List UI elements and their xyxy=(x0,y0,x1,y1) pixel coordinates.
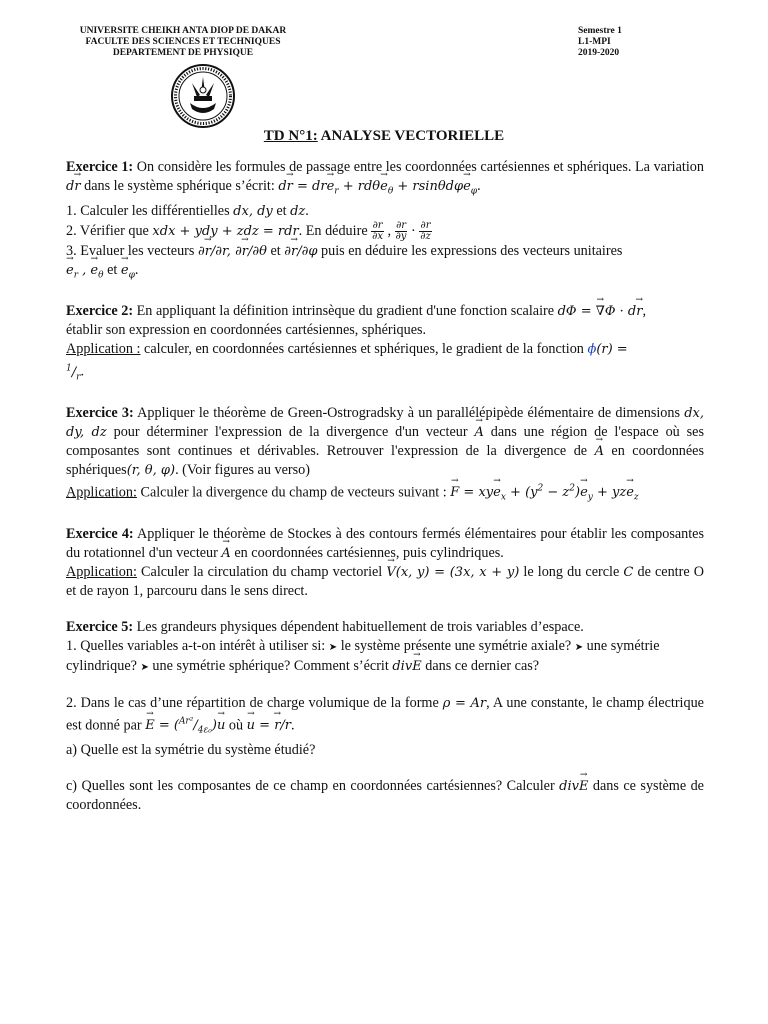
semester: Semestre 1 xyxy=(578,26,622,36)
exercise-3: Exercice 3: Appliquer le théorème de Green-Ostrogradsky à un parallélépipède élémentaire de dimensions dx, dy, dz pour déterminer l'expression de la divergence d'un vecteur A → dans une région de l'espace où ses composantes sont continues et dérivables. Retrouver l'expression de la divergence de A → en coordonnées sphériques(r, θ, φ). (Voir figures au verso) Application: Calculer la divergence du champ de vecteurs suivant : F → = xye $\to_x + (y^2 - z^2)e \to_y$ + yze $\to_z$ xyxy=(66,404,704,508)
academic-year: 2019-2020 xyxy=(578,48,620,58)
level: L1-MPI xyxy=(578,37,611,47)
exercise-5: Exercice 5: Les grandeurs physiques dépendent habituellement de trois variables d’espace. 1. Quelles variables a-t-on intérêt à utiliser si: ➤ le système présente une symétrie axiale? ➤ une symétrie cylindrique? ➤ une symétrie sphérique? Comment s’écrit divE → dans ce dernier cas? 2. Dans le cas d’une répartition de charge volumique de la forme ρ = Ar, A une constante, le champ électrique est donné par E → = $(^{Ar^2}/_{4\varepsilon_0})u$ → où u → = r →/r. a) Quelle est la symétrie du système étudié? c) Quelles sont les composantes de ce champ en coordonnées cartésiennes? Calculer divE → dans ce système de coordonnées. xyxy=(66,618,704,815)
title-prefix: TD N°1: xyxy=(263,128,318,144)
page-title xyxy=(0,128,768,145)
header-institution xyxy=(58,26,308,59)
exercise-list xyxy=(66,158,704,832)
exercise-3-label: Exercice 3: xyxy=(66,405,134,422)
faculty-name: FACULTE DES SCIENCES ET TECHNIQUES xyxy=(85,37,281,47)
university-seal-logo xyxy=(170,63,236,129)
exercise-1: Exercice 1: On considère les formules de passage entre les coordonnées cartésiennes et sphériques. La variation dr → dans le système sphérique s’écrit: dr → = dre $\to_r + rd\theta e \to_\theta + rsin\theta d\varphi e \to_\varphi$. 1. Calculer les différentielles dx, dy et dz. 2. Vérifier que xdx + ydy + zdz = rdr. En déduire $\frac{\partial r}{\partial x}$ , $\frac{\partial r}{\partial y}$ · $\frac{\partial r}{\partial z}$ 3. Evaluer les vecteurs ∂r →/∂r, ∂r →/∂θ et ∂r →/∂φ puis en déduire les expressions des vecteurs unitaires $e \to_r$ , $e \to_\theta$ et $e \to_\varphi$. xyxy=(66,158,704,285)
exercise-5-label: Exercice 5: xyxy=(66,619,134,636)
university-name: UNIVERSITE CHEIKH ANTA DIOP DE DAKAR xyxy=(79,26,287,36)
header-course-info xyxy=(578,26,622,59)
department-name: DEPARTEMENT DE PHYSIQUE xyxy=(112,48,254,58)
exercise-1-label: Exercice 1: xyxy=(66,159,134,175)
exercise-2: Exercice 2: En appliquant la définition intrinsèque du gradient d'une fonction scalaire dΦ = ∇ →Φ · dr →, établir son expression en coordonnées cartésiennes, sphériques. Application : calculer, en coordonnées cartésiennes et sphériques, le gradient de la fonction ϕ(r) = $^1/_r$. xyxy=(66,302,704,387)
exercise-4: Exercice 4: Appliquer le théorème de Stockes à des contours fermés élémentaires pour établir les composantes du rotationnel d'un vecteur A → en coordonnées cartésiennes, puis cylindriques. Application: Calculer la circulation du champ vectoriel V →(x, y) = (3x, x + y) le long du cercle C de centre O et de rayon 1, parcouru dans le sens direct. xyxy=(66,525,704,601)
exercise-2-label: Exercice 2: xyxy=(66,303,134,320)
exercise-4-label: Exercice 4: xyxy=(66,526,134,543)
title-text: ANALYSE VECTORIELLE xyxy=(317,128,505,144)
